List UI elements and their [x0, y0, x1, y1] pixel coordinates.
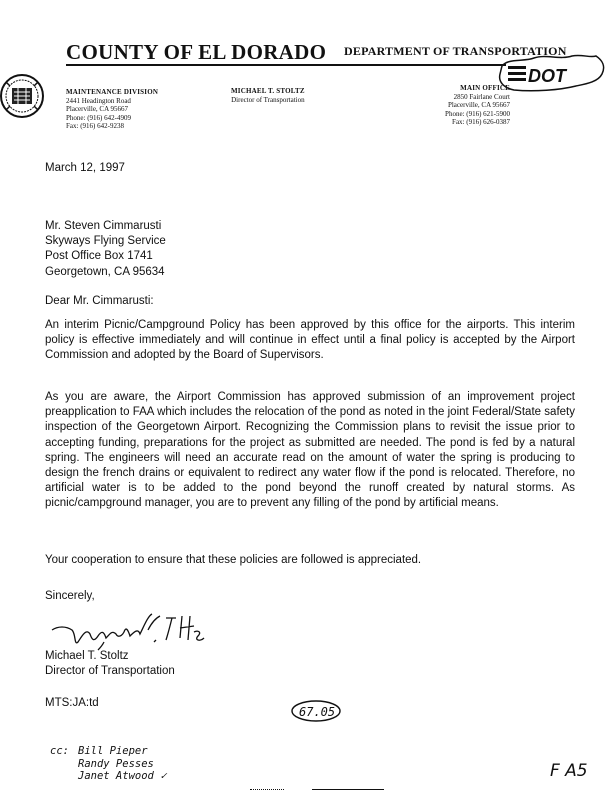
main-office-phone: Phone: (916) 621-5900 — [445, 109, 510, 118]
signer-name: Michael T. Stoltz — [45, 650, 129, 662]
signer-block — [45, 649, 175, 679]
body-paragraph-3: Your cooperation to ensure that these policies are followed is appreciated. — [45, 554, 422, 566]
cc-name-3: Janet Atwood — [78, 770, 154, 782]
svg-text:DOT: DOT — [528, 66, 566, 86]
maintenance-phone: Phone: (916) 642-4909 — [66, 113, 131, 122]
signer-title: Director of Transportation — [45, 665, 175, 678]
main-office-address — [400, 84, 510, 127]
body-paragraph-1: An interim Picnic/Campground Policy has been approved by this office for the airports. This interim policy is effective immediately and will continue in effect until a final policy is accepted by the Airport Commission and adopted by the Board of Supervisors. — [45, 319, 575, 362]
recipient-city: Georgetown, CA 95634 — [45, 265, 165, 278]
main-office-city: Placerville, CA 95667 — [447, 101, 510, 110]
director-block — [231, 87, 305, 104]
reference-initials: MTS:JA:td — [45, 697, 99, 709]
salutation: Dear Mr. Cimmarusti: — [45, 295, 154, 307]
department-title: DEPARTMENT OF TRANSPORTATION — [344, 44, 567, 58]
main-office-heading: MAIN OFFICE — [460, 84, 510, 92]
checkmark-icon: ✓ — [160, 770, 167, 782]
cc-list — [50, 745, 167, 783]
director-name: MICHAEL T. STOLTZ — [231, 87, 305, 95]
letter-date: March 12, 1997 — [45, 162, 125, 174]
maintenance-street: 2441 Headington Road — [66, 96, 131, 105]
county-title: COUNTY OF EL DORADO — [66, 40, 327, 64]
cc-name-2: Randy Pesses — [78, 757, 154, 770]
cc-name-3-row — [50, 770, 167, 783]
county-seal-icon — [0, 62, 52, 130]
body-paragraph-2: As you are aware, the Airport Commission has approved submission of an improvement project preapplication to FAA which includes the relocation of the pond as noted in the joint Federal/State safety inspection of the Georgetown Airport. Recognizing the Commission plans to revisit the issue prior to accepting funding, preparations for the project as submitted are needed. The pond is fed by a natural spring. The engineers will need an accurate read on the amount of water the spring is producing to design the french drains or equivalent to redirect any water flow if the pond is relocated. Therefore, no artificial water is to be added to the pond beyond the runoff created by natural storms. As picnic/campground manager, you are to prevent any filling of the pond by artificial means. — [45, 391, 575, 510]
maintenance-fax: Fax: (916) 642-9238 — [66, 122, 124, 131]
maintenance-division-heading: MAINTENANCE DIVISION — [66, 88, 159, 96]
maintenance-division-address — [66, 88, 158, 131]
main-office-street: 2850 Fairlane Court — [453, 92, 510, 101]
header-rule — [66, 64, 506, 66]
recipient-address — [45, 219, 166, 280]
bottom-dotted-mark — [250, 789, 284, 791]
cc-label: cc: — [50, 745, 69, 757]
closing: Sincerely, — [45, 590, 95, 602]
svg-text:F A5: F A5 — [550, 761, 588, 781]
recipient-name: Mr. Steven Cimmarusti — [45, 220, 162, 232]
handwritten-signature-icon — [48, 612, 248, 652]
svg-text:67.05: 67.05 — [299, 705, 336, 719]
maintenance-city: Placerville, CA 95667 — [66, 105, 129, 114]
recipient-company: Skyways Flying Service — [45, 235, 166, 248]
cc-name-1: Bill Pieper — [78, 745, 148, 757]
main-office-fax: Fax: (916) 626-0387 — [452, 118, 510, 127]
dot-logo-icon — [494, 54, 610, 94]
bottom-line-mark — [312, 789, 384, 790]
circled-handwritten-note — [290, 698, 342, 724]
handwritten-corner-note — [548, 752, 598, 782]
recipient-po-box: Post Office Box 1741 — [45, 250, 153, 263]
director-title: Director of Transportation — [231, 95, 305, 104]
